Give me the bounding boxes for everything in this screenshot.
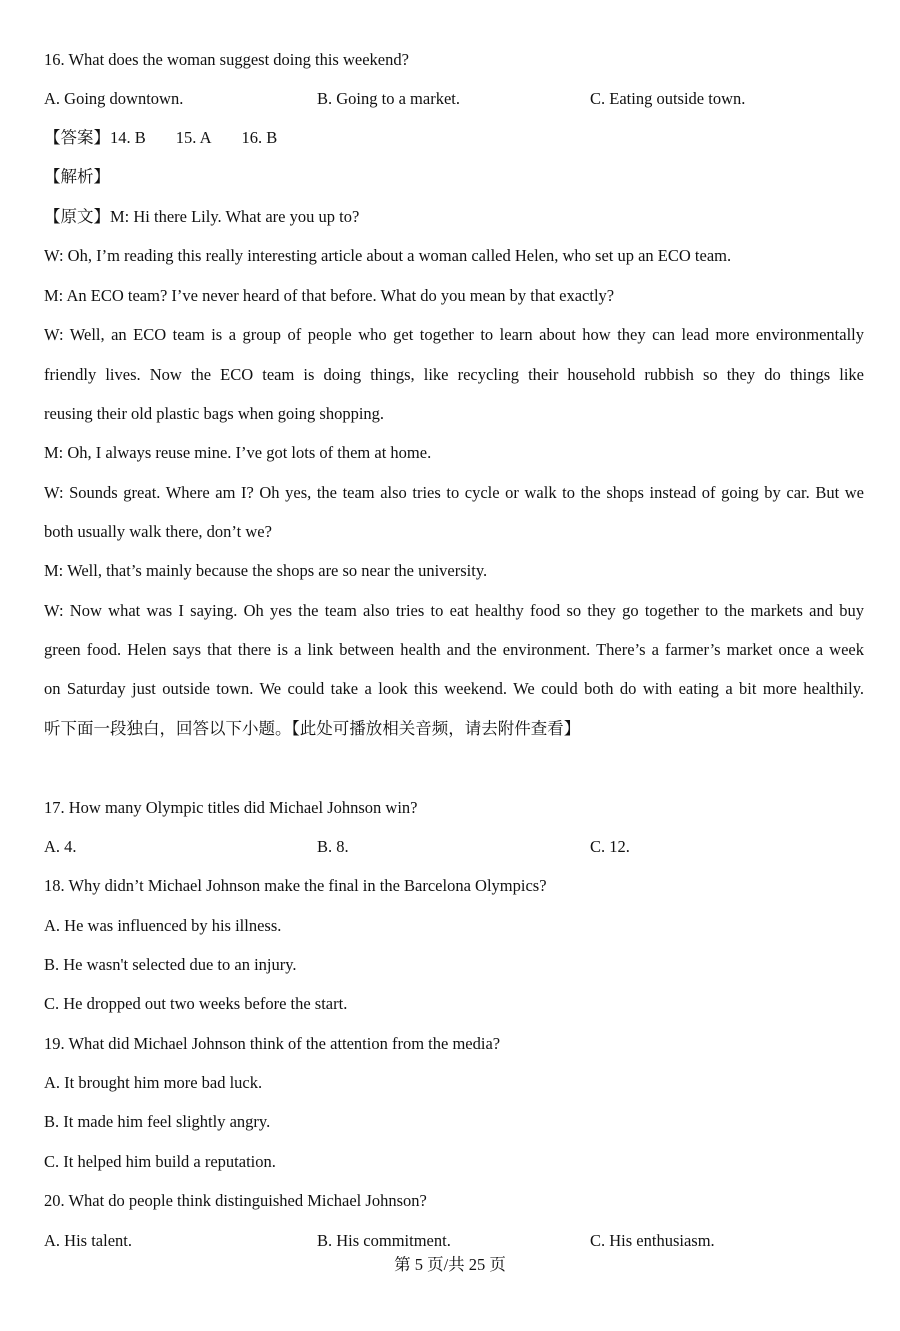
- transcript-line-4c: reusing their old plastic bags when going shopping.: [44, 404, 385, 423]
- q16-option-b: B. Going to a market.: [317, 89, 460, 108]
- question-20: 20. What do people think distinguished Michael Johnson?: [44, 1191, 427, 1210]
- question-19: 19. What did Michael Johnson think of the attention from the media?: [44, 1034, 501, 1053]
- transcript-line-8c: on Saturday just outside town. We could take a look this weekend. We could both do with eating a bit more healthily.: [44, 679, 864, 698]
- transcript-line-2: W: Oh, I’m reading this really interesting article about a woman called Helen, who set up an ECO team.: [44, 246, 732, 265]
- question-17: 17. How many Olympic titles did Michael Johnson win?: [44, 798, 418, 817]
- transcript-line-6a: W: Sounds great. Where am I? Oh yes, the team also tries to cycle or walk to the shops instead of going by car. But we: [44, 483, 864, 502]
- page-number-footer: 第 5 页/共 25 页: [394, 1255, 506, 1274]
- transcript-line-3: M: An ECO team? I’ve never heard of that before. What do you mean by that exactly?: [44, 286, 615, 305]
- answer-16: 16. B: [241, 128, 278, 147]
- q16-option-c: C. Eating outside town.: [590, 89, 746, 108]
- transcript-line-4b: friendly lives. Now the ECO team is doing things, like recycling their household rubbish so they do things like: [44, 365, 864, 384]
- transcript-line-1: 【原文】M: Hi there Lily. What are you up to?: [44, 207, 360, 226]
- q17-option-b: B. 8.: [317, 837, 349, 856]
- question-18: 18. Why didn’t Michael Johnson make the final in the Barcelona Olympics?: [44, 876, 547, 895]
- q19-option-b: B. It made him feel slightly angry.: [44, 1112, 271, 1131]
- transcript-line-8a: W: Now what was I saying. Oh yes the team also tries to eat healthy food so they go together to the markets and buy: [44, 601, 864, 620]
- answer-line: [44, 127, 864, 149]
- analysis-label: 【解析】: [44, 167, 110, 186]
- transcript-line-6b: both usually walk there, don’t we?: [44, 522, 272, 541]
- transcript-line-7: M: Well, that’s mainly because the shops are so near the university.: [44, 561, 488, 580]
- q16-option-a: A. Going downtown.: [44, 89, 184, 108]
- q17-option-c: C. 12.: [590, 837, 630, 856]
- q18-option-a: A. He was influenced by his illness.: [44, 916, 282, 935]
- answer-label: 【答案】: [44, 128, 110, 147]
- q20-option-c: C. His enthusiasm.: [590, 1231, 715, 1250]
- q20-option-b: B. His commitment.: [317, 1231, 451, 1250]
- listening-instruction: 听下面一段独白，回答以下小题。【此处可播放相关音频，请去附件查看】: [44, 719, 581, 738]
- q18-option-b: B. He wasn't selected due to an injury.: [44, 955, 297, 974]
- question-16: 16. What does the woman suggest doing this weekend?: [44, 50, 409, 69]
- transcript-line-4a: W: Well, an ECO team is a group of people who get together to learn about how they can lead more environmentally: [44, 325, 864, 344]
- q19-option-c: C. It helped him build a reputation.: [44, 1152, 276, 1171]
- transcript-line-8b: green food. Helen says that there is a link between health and the environment. There’s a farmer’s market once a week: [44, 640, 864, 659]
- transcript-line-5: M: Oh, I always reuse mine. I’ve got lots of them at home.: [44, 443, 432, 462]
- q18-option-c: C. He dropped out two weeks before the start.: [44, 994, 348, 1013]
- q19-option-a: A. It brought him more bad luck.: [44, 1073, 263, 1092]
- q20-option-a: A. His talent.: [44, 1231, 132, 1250]
- q17-option-a: A. 4.: [44, 837, 77, 856]
- answer-14: 14. B: [110, 128, 146, 147]
- answer-15: 15. A: [175, 128, 212, 147]
